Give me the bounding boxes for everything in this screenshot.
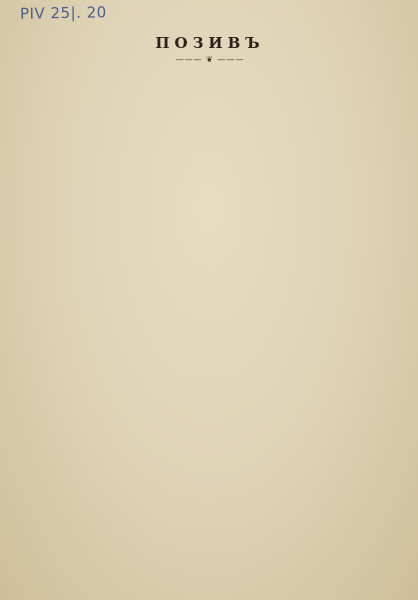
text-line [30,98,390,111]
text-line [30,124,390,137]
text-line [30,415,390,428]
text-line [30,350,390,363]
text-line [30,247,390,260]
text-line [30,137,390,150]
text-line [30,189,390,202]
text-line [30,454,390,467]
text-line [30,273,390,286]
ornament-divider: ——— ❦ ——— [175,55,245,64]
text-line [30,376,390,389]
text-line [30,111,390,124]
text-line [30,72,390,85]
text-line [30,363,390,376]
text-line [30,202,390,215]
document-title: ПОЗИВЪ [155,34,265,52]
text-line [30,176,390,189]
text-line [30,150,390,163]
notice-paragraph [30,337,390,480]
text-line [30,215,390,228]
text-line [30,428,390,441]
text-line [30,467,390,480]
text-line [30,337,390,350]
text-line [30,389,390,402]
paragraph-gap [30,325,390,337]
text-line [30,299,390,312]
text-line [30,260,390,273]
text-line [30,312,390,325]
archive-shelf-mark: PIV 25|. 20 [19,3,107,23]
text-line [30,441,390,454]
section-paragraph [30,234,390,325]
text-line [30,402,390,415]
body-paragraph [30,72,390,228]
text-line [30,163,390,176]
text-line [30,286,390,299]
text-line [30,85,390,98]
text-line [30,234,390,247]
